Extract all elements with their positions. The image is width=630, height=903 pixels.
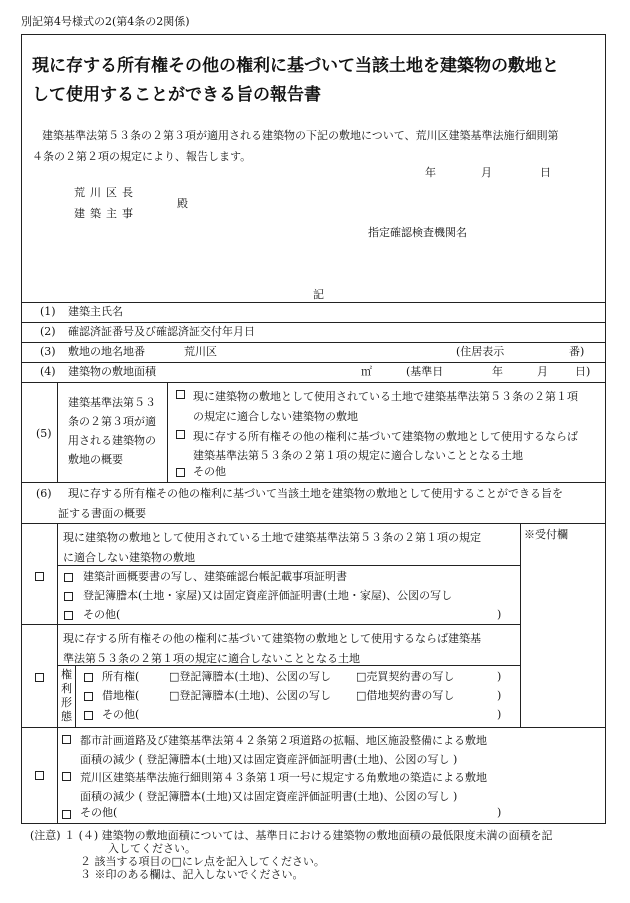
ownership-registry[interactable]: □登記簿謄本(土地)、公図の写し: [169, 670, 331, 683]
row4-number: (4): [40, 365, 56, 378]
row3-number: (3): [40, 345, 56, 358]
honorific: 殿: [177, 197, 188, 210]
other-right-checkbox[interactable]: [84, 711, 93, 720]
section-c-item1-line: 都市計画道路及び建築基準法第４２条第２項道路の拡幅、地区施設整備による敷地: [80, 734, 487, 747]
row-divider: [21, 302, 606, 303]
date-month[interactable]: 月: [481, 166, 492, 179]
right-type-char: 利: [61, 682, 72, 695]
notes: [30, 829, 552, 881]
row6-line2: 証する書面の概要: [58, 507, 146, 520]
row5-label-line: 敷地の概要: [68, 453, 123, 466]
col-divider: [520, 523, 521, 727]
section-c-item2-line: 面積の減少 ( 登記簿謄本(土地)又は固定資産評価証明書(土地)、公図の写し ): [80, 790, 458, 803]
ownership-sales-contract[interactable]: □売買契約書の写し: [356, 670, 455, 683]
note-1: [30, 829, 552, 842]
section-b-heading-line: 準法第５３条の２第１項の規定に適合しないこととなる土地: [63, 652, 360, 665]
row-divider: [21, 342, 606, 343]
leasehold-checkbox[interactable]: [84, 692, 93, 701]
note-1-text: １ (４) 建築物の敷地面積については、基準日における建築物の敷地面積の最低限度未満の面積を記: [64, 829, 553, 842]
row4-day: 日): [575, 365, 591, 378]
section-c-item1-checkbox[interactable]: [62, 735, 71, 744]
section-b-heading: [63, 629, 481, 669]
row-divider: [21, 322, 606, 323]
row5-option2-checkbox[interactable]: [176, 430, 185, 439]
row5-option3: その他: [193, 465, 226, 478]
section-a-item2: 登記簿謄本(土地・家屋)又は固定資産評価証明書(土地・家屋)、公図の写し: [83, 589, 453, 602]
section-b-checkbox[interactable]: [35, 673, 44, 682]
ownership-checkbox[interactable]: [84, 673, 93, 682]
form-title: [32, 52, 598, 110]
col-divider: [57, 382, 58, 482]
row3-label: 敷地の地名地番: [68, 345, 145, 358]
ownership-label: 所有権(: [102, 670, 140, 683]
row4-unit: ㎡: [361, 365, 372, 378]
row2-label: 確認済証番号及び確認済証交付年月日: [68, 325, 255, 338]
row5-option2-line: 現に存する所有権その他の権利に基づいて建築物の敷地として使用するならば: [193, 430, 578, 443]
row-divider: [21, 624, 520, 625]
row5-label-line: 用される建築物の: [68, 434, 156, 447]
section-a-heading-line: に適合しない建築物の敷地: [63, 551, 195, 564]
section-c-checkbox[interactable]: [35, 771, 44, 780]
right-type-char: 権: [61, 668, 72, 681]
section-c-item2: [80, 768, 487, 806]
row5-option1-line: 現に建築物の敷地として使用されている土地で建築基準法第５３条の２第１項: [193, 390, 578, 403]
title-line-2: して使用することができる旨の報告書: [32, 85, 321, 105]
ki-label: 記: [313, 288, 324, 301]
row-divider: [21, 523, 606, 524]
row-divider: [21, 482, 606, 483]
intro-text: [32, 125, 602, 167]
other-right-label: その他(: [102, 708, 140, 721]
leasehold-close: ): [497, 689, 502, 702]
section-c-item2-checkbox[interactable]: [62, 772, 71, 781]
row5-option3-checkbox[interactable]: [176, 468, 185, 477]
section-c-item3-close: ): [497, 806, 502, 819]
section-a-item1: 建築計画概要書の写し、建築確認台帳記載事項証明書: [83, 570, 347, 583]
notes-heading: (注意): [30, 829, 61, 842]
section-a-heading-line: 現に建築物の敷地として使用されている土地で建築基準法第５３条の２第１項の規定: [63, 531, 481, 544]
row5-number: (5): [36, 427, 52, 440]
note-2: ２ 該当する項目の□にレ点を記入してください。: [80, 855, 325, 868]
row5-label-line: 条の２第３項が適: [68, 415, 156, 428]
note-3: ３ ※印のある欄は、記入しないでください。: [80, 868, 304, 881]
right-type-char: 形: [61, 696, 72, 709]
row5-option1-checkbox[interactable]: [176, 390, 185, 399]
leasehold-label: 借地権(: [102, 689, 140, 702]
date-year[interactable]: 年: [425, 166, 436, 179]
row3-address-end: 番): [569, 345, 585, 358]
row5-option1: [193, 387, 578, 427]
row3-ward[interactable]: 荒川区: [184, 345, 217, 358]
row3-address-label: (住居表示: [456, 345, 505, 358]
row5-option1-line: の規定に適合しない建築物の敷地: [193, 410, 358, 423]
section-a-heading: [63, 528, 481, 568]
other-right-close: ): [497, 708, 502, 721]
addressee-building-official: 建築主事: [74, 207, 138, 220]
note-1-cont: 入してください。: [108, 842, 196, 855]
row1-label: 建築主氏名: [68, 305, 123, 318]
row2-number: (2): [40, 325, 56, 338]
row4-base-date: (基準日: [406, 365, 444, 378]
row4-year: 年: [492, 365, 503, 378]
row-divider: [21, 362, 606, 363]
row5-option2-line: 建築基準法第５３条の２第１項の規定に適合しないこととなる土地: [193, 449, 523, 462]
section-a-item3: その他(: [83, 608, 121, 621]
section-a-item2-checkbox[interactable]: [64, 592, 73, 601]
row1-number: (1): [40, 305, 56, 318]
title-line-1: 現に存する所有権その他の権利に基づいて当該土地を建築物の敷地と: [32, 56, 559, 76]
row4-label: 建築物の敷地面積: [68, 365, 156, 378]
intro-line-1: 建築基準法第５３条の２第３項が適用される建築物の下記の敷地について、荒川区建築基準法施行細則第: [42, 129, 559, 142]
row-divider: [21, 382, 606, 383]
col-divider: [167, 382, 168, 482]
inspection-agency-label: 指定確認検査機関名: [368, 226, 467, 239]
row6-line1: 現に存する所有権その他の権利に基づいて当該土地を建築物の敷地として使用することができる旨を: [68, 487, 563, 500]
right-type-label: [61, 668, 72, 724]
section-b-heading-line: 現に存する所有権その他の権利に基づいて建築物の敷地として使用するならば建築基: [63, 632, 481, 645]
right-type-char: 態: [61, 710, 72, 723]
section-c-item3-checkbox[interactable]: [62, 810, 71, 819]
row5-option2: [193, 427, 578, 465]
col-divider: [75, 665, 76, 727]
col-divider: [57, 523, 58, 824]
ownership-close: ): [497, 670, 502, 683]
section-a-item3-checkbox[interactable]: [64, 611, 73, 620]
date-day[interactable]: 日: [540, 166, 551, 179]
row-divider: [21, 727, 606, 728]
section-a-checkbox[interactable]: [35, 572, 44, 581]
row5-label-line: 建築基準法第５３: [68, 396, 156, 409]
form-number: 別記第4号様式の2(第4条の2関係): [21, 15, 190, 28]
section-c-item1: [80, 731, 487, 769]
row6-number: (6): [36, 487, 52, 500]
leasehold-registry[interactable]: □登記簿謄本(土地)、公図の写し: [169, 689, 331, 702]
row5-label: [68, 393, 156, 469]
addressee-ward-mayor: 荒川区長: [74, 186, 138, 199]
leasehold-lease-contract[interactable]: □借地契約書の写し: [356, 689, 455, 702]
section-c-item3: その他(: [80, 806, 118, 819]
row4-month: 月: [537, 365, 548, 378]
section-a-item1-checkbox[interactable]: [64, 573, 73, 582]
section-a-item3-close: ): [497, 608, 502, 621]
intro-line-2: ４条の２第２項の規定により、報告します。: [32, 150, 252, 163]
section-c-item2-line: 荒川区建築基準法施行細則第４３条第１項一号に規定する角敷地の築造による敷地: [80, 771, 487, 784]
section-c-item1-line: 面積の減少 ( 登記簿謄本(土地)又は固定資産評価証明書(土地)、公図の写し ): [80, 753, 458, 766]
reception-label: ※受付欄: [524, 528, 568, 541]
